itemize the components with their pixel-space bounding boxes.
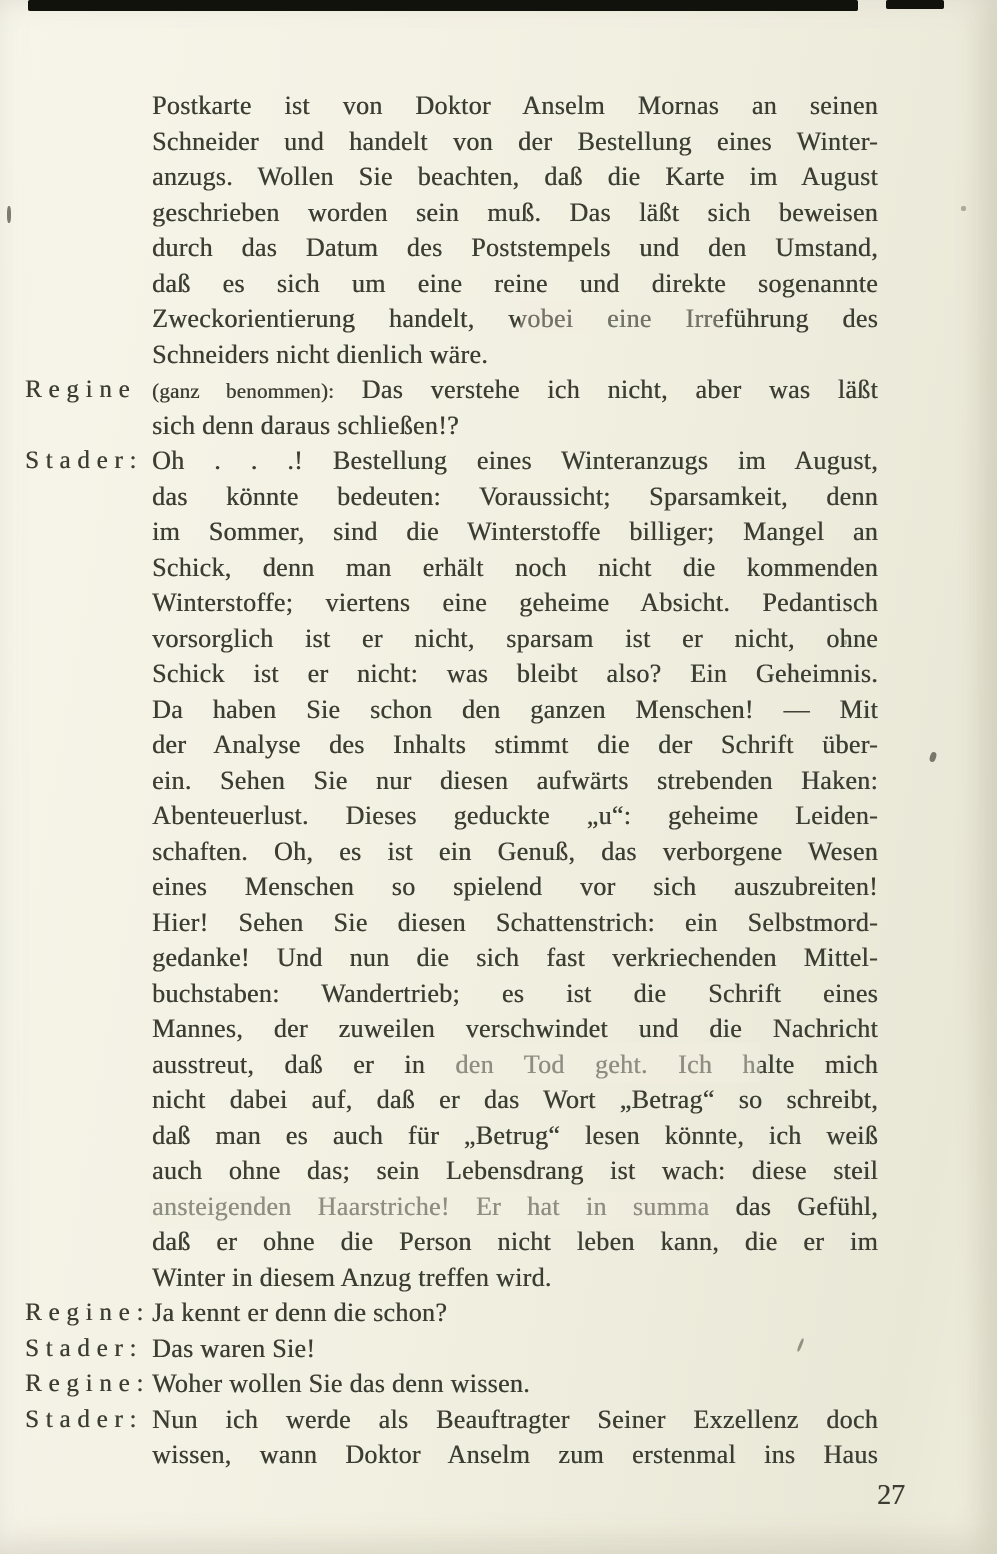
speaker-label: Regine: [25,1370,151,1397]
dialogue-line: ein. Sehen Sie nur diesen aufwärts strebenden Haken: [152,765,878,795]
ink-speck [929,751,938,762]
dialogue-block [25,1402,878,1473]
dialogue-block [152,88,878,372]
dialogue-line: daß es sich um eine reine und direkte sogenannte [152,268,878,298]
dialogue-line: vorsorglich ist er nicht, sparsam ist er nicht, ohne [152,623,878,653]
dialogue-block [25,1366,878,1402]
dialogue-line: durch das Datum des Poststempels und den Umstand, [152,233,878,262]
dialogue-line: Das waren Sie! [152,1333,316,1363]
speaker-label: Stader: [25,1334,144,1362]
ink-speck [842,640,847,645]
scan-edge-artifact [886,0,944,9]
dialogue-block [25,372,879,443]
dialogue-text: Das verstehe ich nicht, aber was läßt [361,375,879,404]
dialogue-line: Woher wollen Sie das denn wissen. [152,1369,530,1398]
dialogue-line: im Sommer, sind die Winterstoffe billiger; Mangel an [152,517,878,546]
dialogue-line: daß man es auch für „Betrug“ lesen könnte, ich weiß [152,1120,878,1150]
dialogue-block [25,443,878,1295]
dialogue-line: buchstaben: Wandertrieb; es ist die Schrift eines [152,978,878,1008]
speaker-label: Regine [25,376,137,403]
dialogue-line: ausstreut, daß er in den Tod geht. Ich halte mich [152,1049,878,1079]
dialogue-line: das könnte bedeuten: Voraussicht; Sparsamkeit, denn [152,481,878,511]
dialogue-block [25,1331,878,1367]
speaker-label: Stader: [25,447,144,474]
speaker-label: Regine: [25,1299,151,1326]
dialogue-line: geschrieben worden sein muß. Das läßt sich beweisen [152,197,878,227]
dialogue-line: Da haben Sie schon den ganzen Menschen! — Mit [152,694,878,724]
dialogue-line: daß er ohne die Person nicht leben kann, die er im [152,1227,878,1256]
dialogue-line: schaften. Oh, es ist ein Genuß, das verborgene Wesen [152,836,878,866]
dialogue-line: Postkarte ist von Doktor Anselm Mornas an seinen [152,91,878,120]
dialogue-line: Schneider und handelt von der Bestellung eines Winter- [152,126,878,156]
dialogue-line: ansteigenden Haarstriche! Er hat in summa das Gefühl, [152,1191,878,1221]
dialogue-line: Ja kennt er denn die schon? [152,1298,448,1327]
dialogue-line: gedanke! Und nun die sich fast verkriechenden Mittel- [152,943,878,972]
speaker-label: Stader: [25,1405,144,1433]
dialogue-line: Abenteuerlust. Dieses geduckte „u“: geheime Leiden- [152,801,878,830]
dialogue-line: Winterstoffe; viertens eine geheime Absicht. Pedantisch [152,588,878,617]
dialogue-line: Zweckorientierung handelt, wobei eine Irreführung des [152,304,878,333]
dialogue-line [152,372,878,408]
stage-direction: (ganz benommen): [152,379,335,403]
scan-edge-artifact [28,0,858,11]
dialogue-line: nicht dabei auf, daß er das Wort „Betrag“ so schreibt, [152,1085,878,1114]
dialogue-line: Nun ich werde als Beauftragter Seiner Exzellenz doch [152,1404,878,1434]
dialogue-line: Mannes, der zuweilen verschwindet und die Nachricht [152,1014,878,1043]
page-number: 27 [877,1480,905,1511]
dialogue-block [25,1295,878,1331]
ink-speck [7,206,11,223]
dialogue-line: Schick, denn man erhält noch nicht die kommenden [152,552,878,582]
dialogue-line: Winter in diesem Anzug treffen wird. [152,1262,552,1292]
dialogue-text-column [25,88,879,1473]
dialogue-line: Schick ist er nicht: was bleibt also? Ein Geheimnis. [152,659,878,688]
dialogue-line: Oh . . .! Bestellung eines Winteranzugs im August, [152,446,878,475]
dialogue-line: eines Menschen so spielend vor sich auszubreiten! [152,872,878,901]
dialogue-line: wissen, wann Doktor Anselm zum erstenmal ins Haus [152,1440,878,1469]
ink-speck [961,206,966,211]
dialogue-line: sich denn daraus schließen!? [152,410,459,440]
dialogue-line: Hier! Sehen Sie diesen Schattenstrich: ein Selbstmord- [152,907,878,937]
dialogue-line: der Analyse des Inhalts stimmt die der Schrift über- [152,730,878,759]
dialogue-line: auch ohne das; sein Lebensdrang ist wach: diese steil [152,1156,878,1185]
dialogue-line: Schneiders nicht dienlich wäre. [152,339,489,369]
dialogue-line: anzugs. Wollen Sie beachten, daß die Karte im August [152,162,878,191]
